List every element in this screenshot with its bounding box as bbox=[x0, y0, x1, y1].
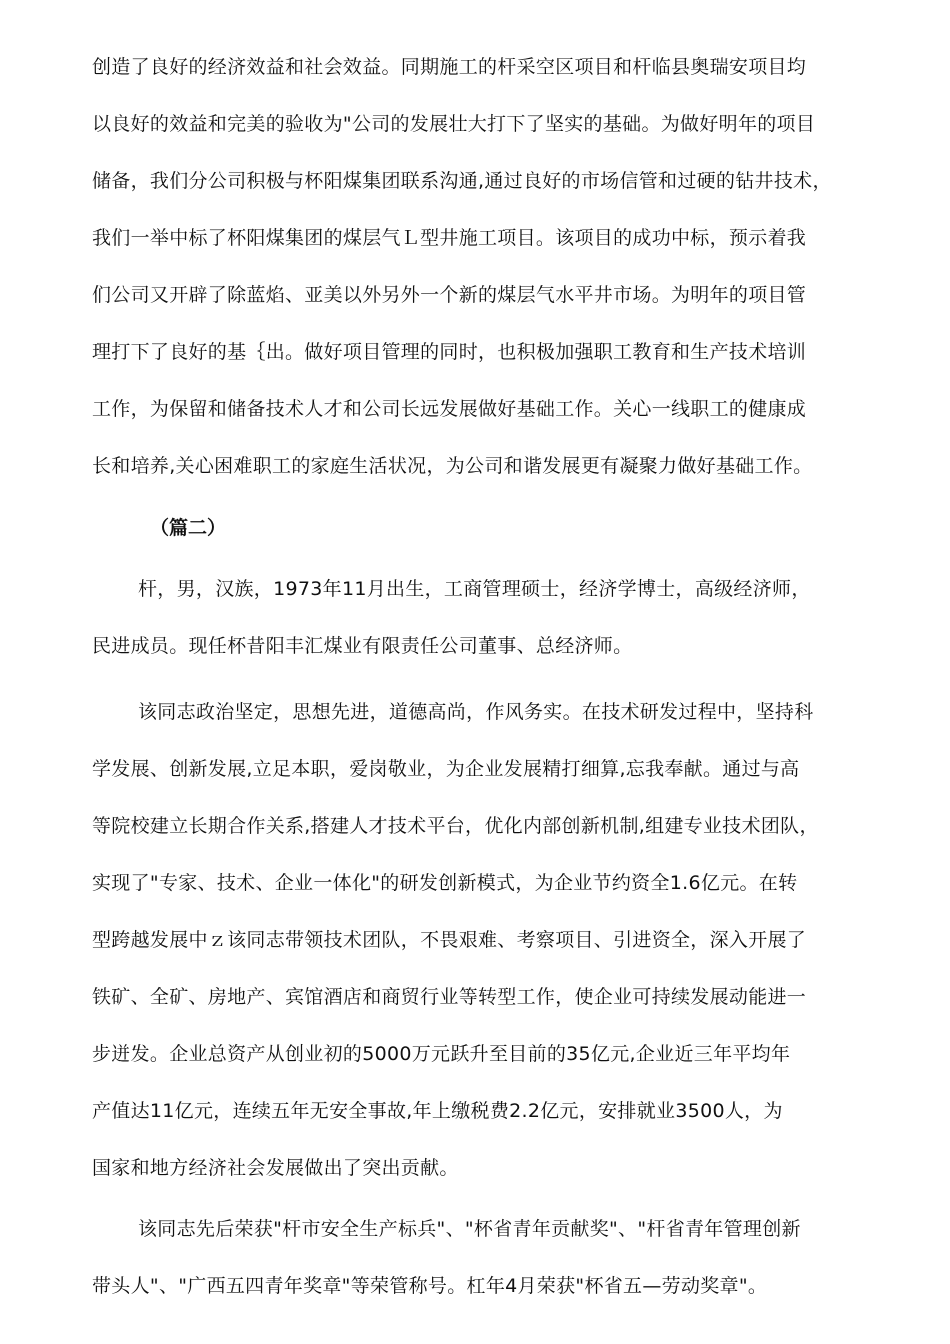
section2-paragraph-2-line-8: 产值达11亿元，连续五年无安全事故,年上缴税费2.2亿元，安排就业3500人，为 bbox=[92, 1100, 783, 1122]
section2-paragraph-1-line-2: 民进成员。现任杯昔阳丰汇煤业有限责任公司董事、总经济师。 bbox=[92, 635, 633, 657]
section2-paragraph-1-line-1: 杆，男，汉族，1973年11月出生，工商管理硕士，经济学博士，高级经济师， bbox=[138, 578, 811, 600]
section2-paragraph-3-line-2: 带头人"、"广西五四青年奖章"等荣管称号。杠年4月荣获"杯省五—劳动奖章"。 bbox=[92, 1275, 768, 1297]
paragraph-1-line-6: 理打下了良好的基｛出。做好项目管理的同时，也积极加强职工教育和生产技术培训 bbox=[92, 341, 807, 363]
section2-paragraph-2-line-2: 学发展、创新发展,立足本职，爱岗敬业，为企业发展精打细算,忘我奉献。通过与高 bbox=[92, 758, 800, 780]
section2-paragraph-2-line-5: 型跨越发展中ｚ该同志带领技术团队，不畏艰难、考察项目、引进资全，深入开展了 bbox=[92, 929, 807, 951]
paragraph-1-line-3: 储备，我们分公司积极与杯阳煤集团联系沟通,通过良好的市场信管和过硬的钻井技术， bbox=[92, 170, 832, 192]
paragraph-1-line-1: 创造了良好的经济效益和社会效益。同期施工的杆采空区项目和杆临县奥瑞安项目均 bbox=[92, 56, 807, 78]
section2-paragraph-3-line-1: 该同志先后荣获"杆市安全生产标兵"、"杯省青年贡献奖"、"杆省青年管理创新 bbox=[138, 1218, 801, 1240]
section2-paragraph-2-line-4: 实现了"专家、技术、企业一体化"的研发创新模式，为企业节约资全1.6亿元。在转 bbox=[92, 872, 798, 894]
section2-paragraph-2-line-3: 等院校建立长期合作关系,搭建人才技术平台，优化内部创新机制,组建专业技术团队， bbox=[92, 815, 819, 837]
paragraph-1-line-7: 工作，为保留和储备技术人才和公司长远发展做好基础工作。关心一线职工的健康成 bbox=[92, 398, 807, 420]
paragraph-1-line-4: 我们一举中标了杯阳煤集团的煤层气Ｌ型井施工项目。该项目的成功中标，预示着我 bbox=[92, 227, 807, 249]
section2-paragraph-2-line-1: 该同志政治坚定，思想先进，道德高尚，作风务实。在技术研发过程中，坚持科 bbox=[138, 701, 814, 723]
section-heading: （篇二） bbox=[150, 517, 227, 539]
section2-paragraph-2-line-7: 步迸发。企业总资产从创业初的5000万元跃升至目前的35亿元,企业近三年平均年 bbox=[92, 1043, 791, 1065]
paragraph-1-line-8: 长和培养,关心困难职工的家庭生活状况，为公司和谐发展更有凝聚力做好基础工作。 bbox=[92, 455, 813, 477]
paragraph-1-line-5: 们公司又开辟了除蓝焰、亚美以外另外一个新的煤层气水平井市场。为明年的项目管 bbox=[92, 284, 807, 306]
paragraph-1-line-2: 以良好的效益和完美的验收为"公司的发展壮大打下了坚实的基础。为做好明年的项目 bbox=[92, 113, 816, 135]
section2-paragraph-2-line-9: 国家和地方经济社会发展做出了突出贡献。 bbox=[92, 1157, 459, 1179]
section2-paragraph-2-line-6: 铁矿、全矿、房地产、宾馆酒店和商贸行业等转型工作，使企业可持续发展动能进一 bbox=[92, 986, 807, 1008]
